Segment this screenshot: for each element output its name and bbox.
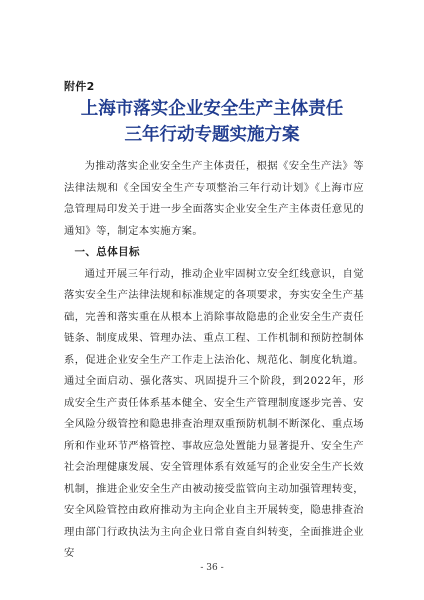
intro-paragraph: 为推动落实企业安全生产主体责任，根据《安全生产法》等法律法规和《全国安全生产专项整治三年行动计划》《上海市应急管理局印发关于进一步全面落实企业安全生产主体责任意见的通知》等，制定本实施方案。 [64,160,364,237]
title-line-2: 三年行动专题实施方案 [124,125,300,145]
attachment-label: 附件2 [64,80,95,93]
section-heading-overall-goals: 一、总体目标 [74,246,140,258]
document-title [0,96,424,148]
page-number: - 36 - [200,563,224,573]
title-line-1: 上海市落实企业安全生产主体责任 [80,99,344,119]
document-body [64,156,364,565]
section-paragraph-overall-goals: 通过开展三年行动，推动企业牢固树立安全红线意识，自觉落实安全生产法律法规和标准规定的各项要求，夯实安全生产基础，完善和落实重在从根本上消除事故隐患的企业安全生产责任链条、制度成果、管理办法、重点工程、工作机制和预防控制体系，促进企业安全生产工作走上法治化、规范化、制度化轨道。通过全面启动、强化落实、巩固提升三个阶段，到2022年，形成安全生产责任体系基本健全、安全生产管理制度逐步完善、安全风险分级管控和隐患排查治理双重预防机制不断深化、重点场所和作业环节严格管控、事故应急处置能力显著提升、安全生产社会治理健康发展、安全管理体系有效延写的企业安全生产长效机制，推进企业安全生产由被动接受监管向主动加强管理转变，安全风险管控由政府推动为主向企业自主开展转变，隐患排查治理由部门行政执法为主向企业日常自查自纠转变，全面推进企业安 [64,267,364,559]
